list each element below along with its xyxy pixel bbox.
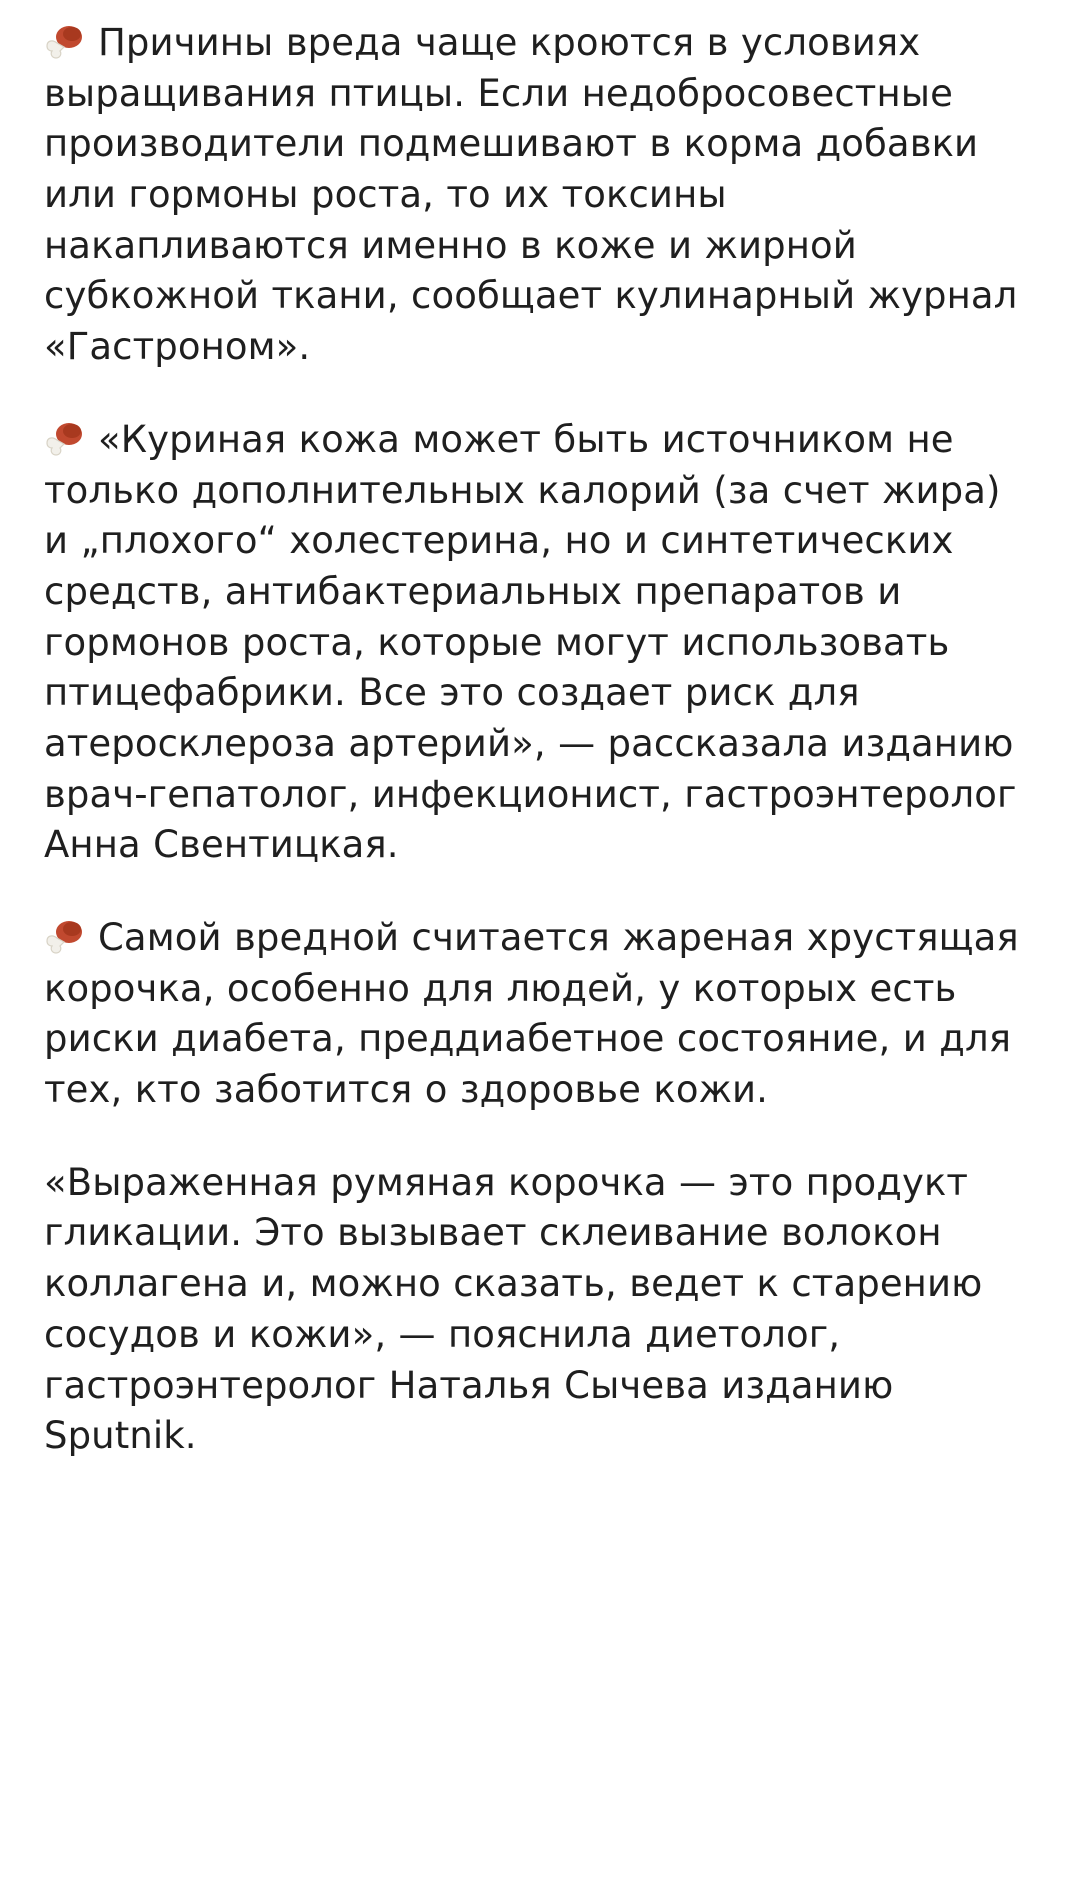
paragraph-text: Причины вреда чаще кроются в условиях выращивания птицы. Если недобросовестные производители подмешивают в корма добавки или гормоны роста, то их токсины накапливаются именно в коже и жирной субкожной ткани, сообщает кулинарный журнал «Гастроном». — [44, 21, 1018, 369]
meat-on-bone-icon — [44, 916, 88, 956]
meat-on-bone-icon — [44, 418, 88, 458]
paragraph-text: Самой вредной считается жареная хрустящая корочка, особенно для людей, у которых есть риски диабета, преддиабетное состояние, и для тех, кто заботится о здоровье кожи. — [44, 916, 1019, 1112]
meat-on-bone-icon — [44, 21, 88, 61]
paragraph-text: «Куриная кожа может быть источником не только дополнительных калорий (за счет жира) и „плохого“ холестерина, но и синтетических средств, антибактериальных препаратов и гормонов роста, которые могут использовать птицефабрики. Все это создает риск для атеросклероза артерий», — рассказала изданию врач-гепатолог, инфекционист, гастроэнтеролог Анна Свентицкая. — [44, 417, 1017, 867]
paragraph — [44, 1158, 1036, 1462]
paragraph — [44, 18, 1036, 373]
paragraph — [44, 913, 1036, 1116]
paragraph-text: «Выраженная румяная корочка — это продукт гликации. Это вызывает склеивание волокон коллагена и, можно сказать, ведет к старению сосудов и кожи», — пояснила диетолог, гастроэнтеролог Наталья Сычева изданию Sputnik. — [44, 1160, 983, 1458]
paragraph — [44, 415, 1036, 871]
